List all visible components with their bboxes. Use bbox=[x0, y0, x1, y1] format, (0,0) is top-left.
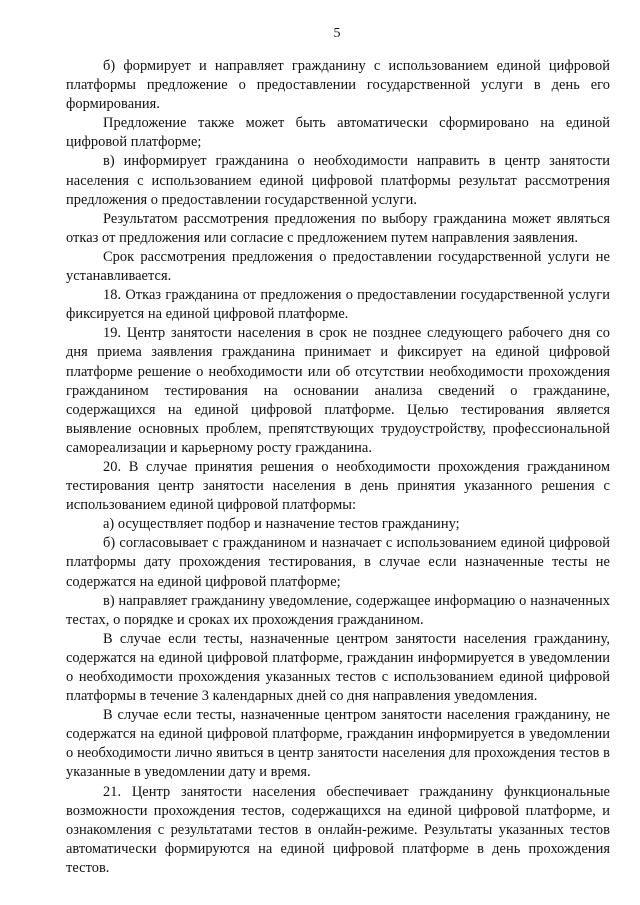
paragraph: 18. Отказ гражданина от предложения о предоставлении государственной услуги фиксируется на единой цифровой платформе. bbox=[66, 287, 610, 323]
paragraph: В случае если тесты, назначенные центром занятости населения гражданину, содержатся на единой цифровой платформе, гражданин информируется в уведомлении о необходимости прохождения указанных тестов с использованием единой цифровой платформы в течение 3 календарных дней со дня направления уведомления. bbox=[66, 630, 610, 705]
paragraph: б) согласовывает с гражданином и назначает с использованием единой цифровой платформы дату прохождения тестирования, в случае если назначенные тесты не содержатся на единой цифровой платформе; bbox=[66, 535, 610, 590]
paragraph: а) осуществляет подбор и назначение тестов гражданину; bbox=[103, 516, 460, 533]
paragraph: Результатом рассмотрения предложения по выбору гражданина может являться отказ от предложения или согласие с предложением путем направления заявления. bbox=[66, 210, 610, 246]
paragraph: 20. В случае принятия решения о необходимости прохождения гражданином тестирования центр занятости населения в день принятия указанного решения с использованием единой цифровой платформы: bbox=[66, 458, 610, 514]
page-number: 5 bbox=[333, 26, 341, 41]
paragraph: б) формирует и направляет гражданину с использованием единой цифровой платформы предложение о предоставлении государственной услуги в день его формирования. bbox=[66, 58, 610, 113]
paragraph: Срок рассмотрения предложения о предоставлении государственной услуги не устанавливается. bbox=[66, 248, 610, 285]
paragraph: Предложение также может быть автоматически сформировано на единой цифровой платформе; bbox=[66, 115, 610, 151]
paragraph: 19. Центр занятости населения в срок не позднее следующего рабочего дня со дня приема заявления гражданина принимает и фиксирует на единой цифровой платформе решение о необходимости или об отсутствии необходимости прохождения гражданином тестирования на основании анализа сведений о гражданине, содержащихся на единой цифровой платформе. Целью тестирования является выявление основных проблем, препятствующих трудоустройству, профессиональной самореализации и карьерному росту гражданина. bbox=[66, 325, 610, 456]
paragraph: В случае если тесты, назначенные центром занятости населения гражданину, не содержатся на единой цифровой платформе, гражданин информируется в уведомлении о необходимости лично явиться в центр занятости населения для прохождения тестов в указанные в уведомлении дату и время. bbox=[66, 707, 610, 781]
document-body bbox=[66, 57, 610, 878]
paragraph: 21. Центр занятости населения обеспечивает гражданину функциональные возможности прохождения тестов, содержащихся на единой цифровой платформе, и ознакомления с результатами тестов в онлайн-режиме. Результаты указанных тестов автоматически формируются на единой цифровой платформе в день прохождения тестов. bbox=[66, 783, 610, 876]
paragraph: в) информирует гражданина о необходимости направить в центр занятости населения с использованием единой цифровой платформы результат рассмотрения предложения о предоставлении государственной услуги. bbox=[66, 153, 610, 208]
paragraph: в) направляет гражданину уведомление, содержащее информацию о назначенных тестах, о порядке и сроках их прохождения гражданином. bbox=[66, 592, 610, 628]
